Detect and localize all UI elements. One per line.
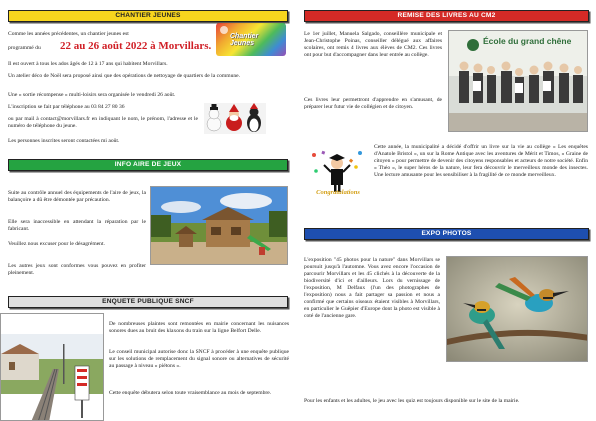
livres-p1: Le 1er juillet, Manuela Salgado, conseillère municipale et Jean-Christophe Poinas, conseiller délégué aux affaires scolaires, ont remis 4 livres aux élèves de CM2. Ces livres ont pour but d'accompagner dans leur entrée au collège. [304,31,442,58]
sncf-p1: De nombreuses plaintes sont remontées en mairie concernant les nuisances sonores dues au bruit des klaxons du train sur la ligne Belfort Delle. [109,321,289,334]
school-sign-text: École du grand chêne [483,36,572,46]
playground-photo [150,186,288,265]
chantier-dates: 22 au 26 août 2022 à Morvillars. [60,40,212,52]
livres-p2: Ces livres leur permettront d'apprendre en s'amusant, de préparer leur futur vie de collégien et de citoyen. [304,97,442,110]
christmas-figures-image [204,103,266,134]
aire-p4: Les autres jeux sont conformes vous pouvez en profiter pleinement. [8,263,146,276]
aire-p2: Elle sera inaccessible en attendant la réparation par le fabricant. [8,219,146,232]
aire-p3: Veuillez nous excuser pour le désagrément. [8,241,105,247]
banner-enquete-sncf: ENQUETE PUBLIQUE SNCF [8,296,288,308]
banner-chantier-jeunes: CHANTIER JEUNES [8,10,288,22]
graduation-image [304,145,370,203]
railway-photo [0,313,104,421]
banner-expo-photos: EXPO PHOTOS [304,228,589,240]
chantier-programme: programmé du [8,45,41,51]
chantier-intro: Comme les années précédentes, un chantier jeunes est [8,31,129,37]
expo-p1: L'exposition "45 photos pour la nature" dans Morvillars se poursuit jusqu'à l'automne. Vous avez encore l'occasion de parcourir Morvillars et les 45 clichés à la découverte de la biodiversité d'ici et d'ailleurs. Lors du vernissage de l'exposition, M Delfaux (l'un des photographes de l'exposition) nous a fait partager sa passion et nous a confirmé que certains oiseaux étaient visibles à Morvillars, en particulier le Guêpier d'Europe dont la photo est visible à coté de l'ancienne gare. [304,257,440,319]
banner-aire-de-jeux: INFO AIRE DE JEUX [8,159,288,171]
banner-remise-livres: REMISE DES LIVRES AU CM2 [304,10,589,22]
expo-p2: Pour les enfants et les adultes, le jeu avec les quiz est toujours disponible sur le site de la mairie. [304,398,520,404]
livres-p3: Cette année, la municipalité a décidé d'offrir un livre sur la vie au collège « Les enquêtes d'Anatole Bristol », un sur la Rome Antique avec les aventures de Mérit et Timos, « Graine de citoyen » pour permettre de devenir des citoyens responsables et acteurs de notre société. Enfin « Théo », le super héros de la nature, leur fera découvrir le merveilleux monde des insectes. Une lecture amusante pour les sensibiliser à la fragilité de ce monde merveilleux. [374,144,588,178]
congratulations-text: Congratulations [316,189,360,196]
aire-p1: Suite au contrôle annuel des équipements de l'aire de jeux, la balançoire a dû être démontée par précaution. [8,190,146,203]
chantier-ages: Il est ouvert à tous les ados âgés de 12 à 17 ans qui habitent Morvillars. [8,61,168,67]
cm2-class-photo [448,30,588,132]
chantier-contact: Les personnes inscrites seront contactées mi août. [8,138,120,144]
chantier-noel: Un atelier déco de Noël sera proposé ainsi que des opérations de nettoyage de quartiers de la commune. [8,73,241,79]
paint-splash-icon [220,26,228,34]
chantier-logo-text: Chantier Jeunes [230,33,259,47]
bird-photo [446,256,588,362]
chantier-telephone: L'inscription se fait par téléphone au 03 84 27 80 36 [8,104,125,110]
sncf-p2: Le conseil municipal autorise donc la SNCF à procéder à une enquête publique sur les solutions de remplacement du signal sonore ou alternatives de sécurité au passage à niveau « piétons ». [109,349,289,369]
chantier-logo [216,23,286,56]
chantier-sortie: Une « sortie récompense » multi-loisirs sera organisée le vendredi 26 août. [8,92,176,98]
chantier-mail: ou par mail à contact@morvillars.fr en indiquant le nom, le prénom, l'adresse et le numéro de téléphone du jeune. [8,116,198,129]
sncf-p3: Cette enquête débutera selon toute vraisemblance au mois de septembre. [109,390,272,396]
